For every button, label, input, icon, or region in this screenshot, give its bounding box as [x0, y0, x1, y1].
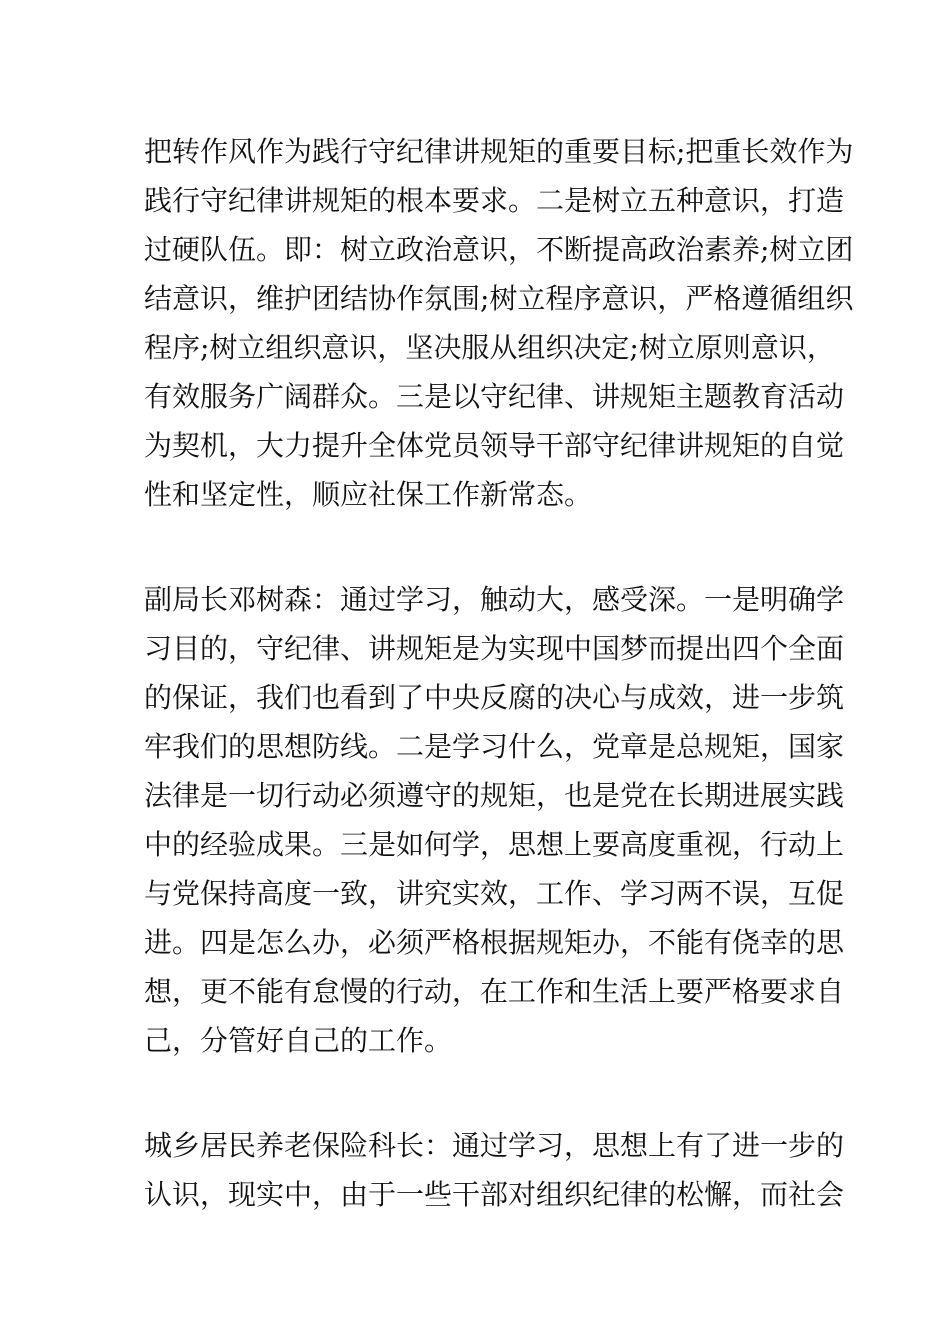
- paragraph-line: 城乡居民养老保险科长：通过学习，思想上有了进一步的: [144, 1129, 845, 1162]
- paragraph-line: 结意识，维护团结协作氛围;树立程序意识，严格遵循组织: [144, 282, 854, 315]
- paragraph-line: 中的经验成果。三是如何学，思想上要高度重视，行动上: [144, 828, 845, 861]
- paragraph-line: 的保证，我们也看到了中央反腐的决心与成效，进一步筑: [144, 681, 845, 714]
- paragraph-line: 与党保持高度一致，讲究实效，工作、学习两不误，互促: [144, 877, 845, 910]
- paragraph-line: 想，更不能有怠慢的行动，在工作和生活上要严格要求自: [144, 975, 845, 1008]
- paragraph-line: 有效服务广阔群众。三是以守纪律、讲规矩主题教育活动: [144, 380, 845, 413]
- paragraph-line: 认识，现实中，由于一些干部对组织纪律的松懈，而社会: [144, 1178, 845, 1211]
- paragraph-2: [144, 575, 845, 1065]
- paragraph-line: 把转作风作为践行守纪律讲规矩的重要目标;把重长效作为: [144, 135, 854, 168]
- paragraph-line: 程序;树立组织意识，坚决服从组织决定;树立原则意识，: [144, 331, 835, 364]
- paragraph-line: 副局长邓树森：通过学习，触动大，感受深。一是明确学: [144, 583, 845, 616]
- paragraph-1: [144, 127, 854, 519]
- paragraph-line: 性和坚定性，顺应社保工作新常态。: [144, 478, 593, 511]
- paragraph-line: 习目的，守纪律、讲规矩是为实现中国梦而提出四个全面: [144, 632, 845, 665]
- paragraph-line: 牢我们的思想防线。二是学习什么，党章是总规矩，国家: [144, 730, 845, 763]
- paragraph-3: [144, 1121, 845, 1219]
- paragraph-line: 为契机，大力提升全体党员领导干部守纪律讲规矩的自觉: [144, 429, 845, 462]
- paragraph-line: 进。四是怎么办，必须严格根据规矩办，不能有侥幸的思: [144, 926, 845, 959]
- paragraph-line: 法律是一切行动必须遵守的规矩，也是党在长期进展实践: [144, 779, 845, 812]
- paragraph-line: 践行守纪律讲规矩的根本要求。二是树立五种意识，打造: [144, 184, 845, 217]
- paragraph-line: 过硬队伍。即：树立政治意识，不断提高政治素养;树立团: [144, 233, 854, 266]
- paragraph-line: 己，分管好自己的工作。: [144, 1024, 453, 1057]
